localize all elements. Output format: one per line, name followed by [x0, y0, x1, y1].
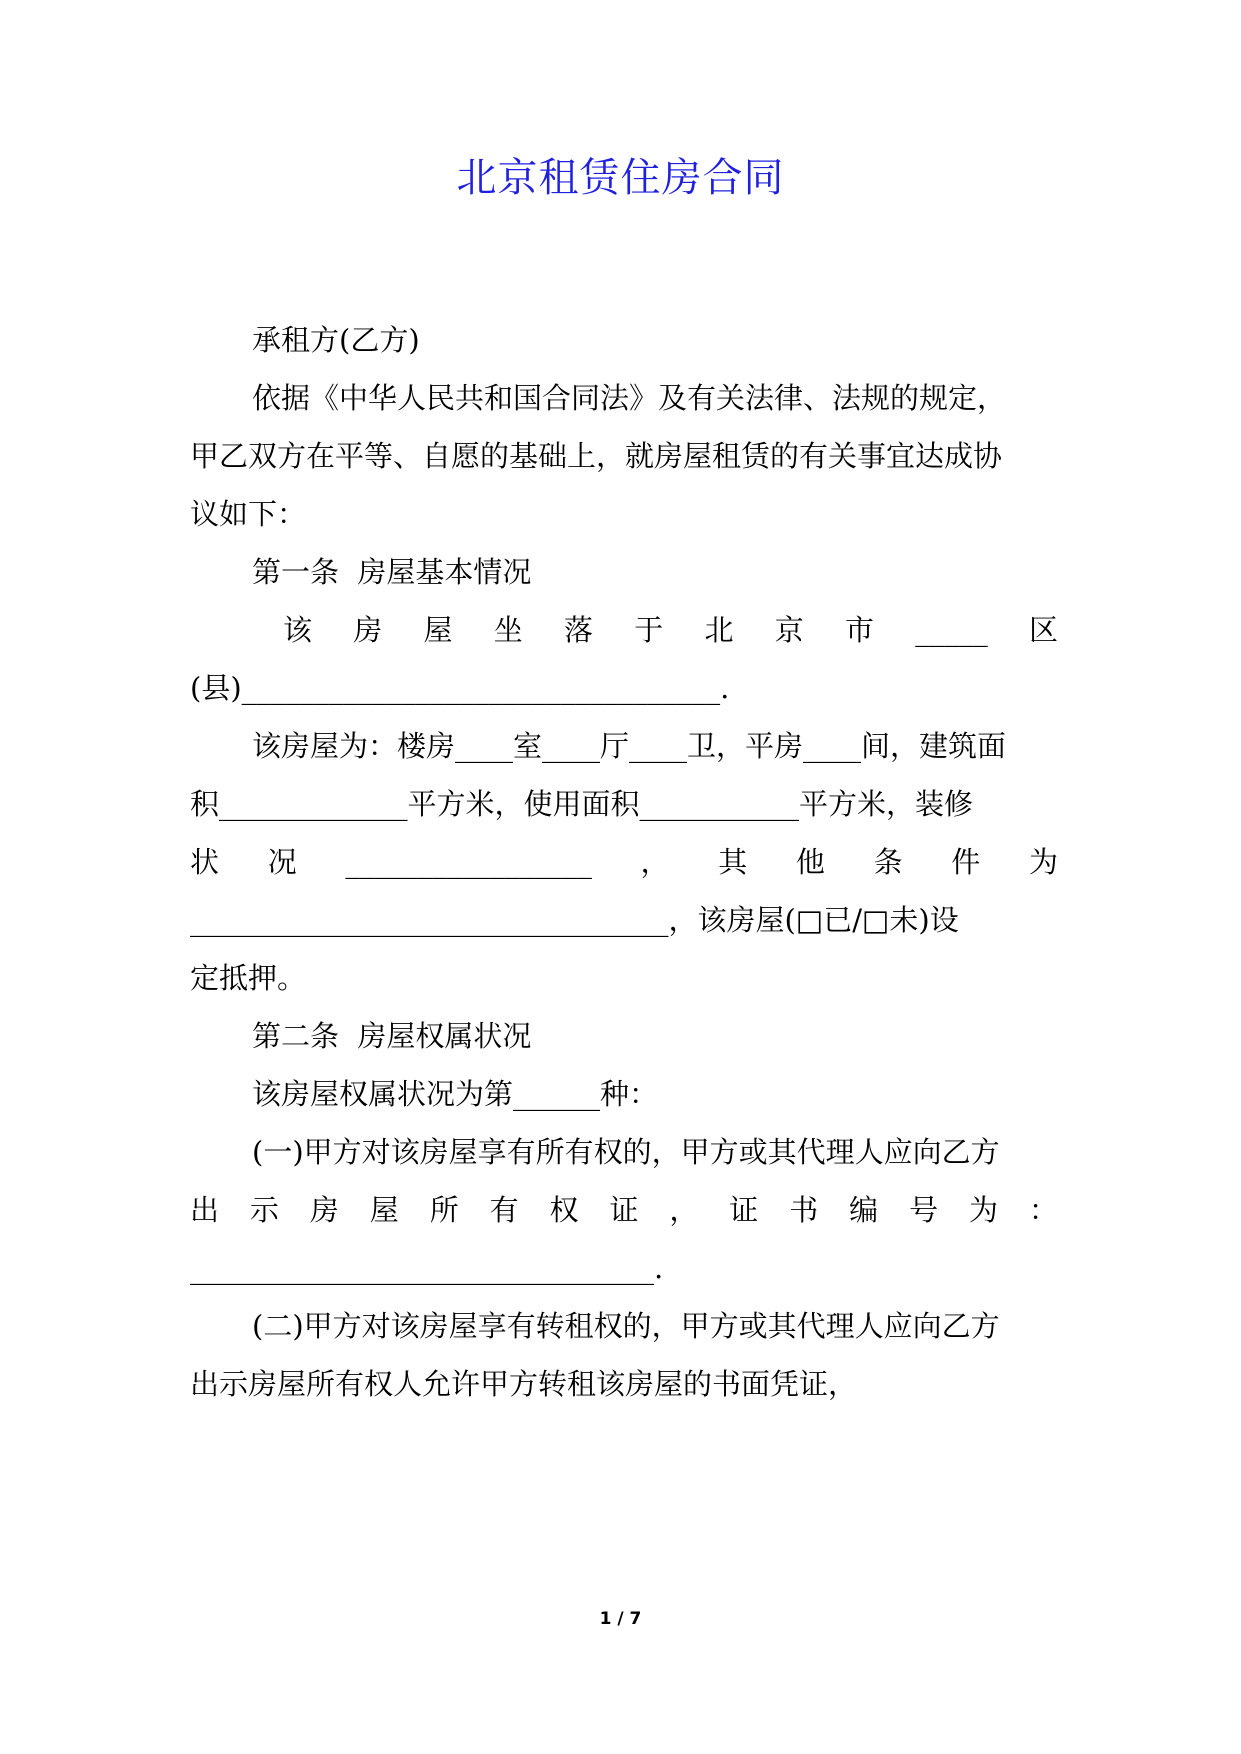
decoration-char: 况 — [267, 845, 297, 879]
party-b-line: 承租方(乙方) — [252, 323, 420, 357]
clause-char: 出 — [190, 1193, 220, 1227]
district-blank: _____ — [915, 613, 988, 647]
preamble-line-2: 甲乙双方在平等、自愿的基础上，就房屋租赁的有关事宜达成协 — [190, 439, 1003, 473]
house-type-line: 该房屋为：楼房____室____厅____卫，平房____间，建筑面 — [252, 729, 1007, 763]
clause-char: 书 — [789, 1193, 819, 1227]
mortgage-line-1: _________________________________，该房屋(□已/□未)设 — [190, 903, 959, 937]
location-char: 区 — [1028, 613, 1058, 647]
clause-2-line-1: (二)甲方对该房屋享有转租权的，甲方或其代理人应向乙方 — [252, 1309, 1000, 1343]
location-line-1 — [283, 610, 1058, 650]
mortgage-line-2: 定抵押。 — [190, 961, 307, 995]
decoration-char: 为 — [1028, 845, 1058, 879]
decoration-char: 状 — [190, 845, 220, 879]
page-number: 1 / 7 — [599, 1609, 642, 1629]
location-char: 屋 — [423, 613, 453, 647]
clause-char: 屋 — [369, 1193, 399, 1227]
clause-1-line-1: (一)甲方对该房屋享有所有权的，甲方或其代理人应向乙方 — [252, 1135, 1000, 1169]
clause-char: 所 — [429, 1193, 459, 1227]
location-char: 北 — [704, 613, 734, 647]
clause-char: 号 — [909, 1193, 939, 1227]
clause-char: 为 — [968, 1193, 998, 1227]
ownership-type-line: 该房屋权属状况为第______种： — [252, 1077, 659, 1111]
clause-char: 示 — [249, 1193, 279, 1227]
clause-1-line-2 — [190, 1190, 1058, 1230]
clause-char: ， — [669, 1193, 699, 1227]
decoration-blank: _________________ — [345, 845, 592, 879]
decoration-char: 他 — [795, 845, 825, 879]
location-char: 京 — [774, 613, 804, 647]
clause-char: 房 — [309, 1193, 339, 1227]
clause-char: ： — [1028, 1193, 1058, 1227]
article-2-heading: 第二条 房屋权属状况 — [252, 1019, 532, 1053]
area-line: 积_____________平方米，使用面积___________平方米，装修 — [190, 787, 974, 821]
clause-char: 权 — [549, 1193, 579, 1227]
decoration-char: 件 — [951, 845, 981, 879]
preamble-line-3: 议如下： — [190, 497, 307, 531]
location-char: 市 — [845, 613, 875, 647]
clause-char: 有 — [489, 1193, 519, 1227]
article-1-heading: 第一条 房屋基本情况 — [252, 555, 532, 589]
document-title: 北京租赁住房合同 — [456, 155, 785, 201]
clause-char: 证 — [609, 1193, 639, 1227]
decoration-char: 其 — [718, 845, 748, 879]
location-line-2: (县)_________________________________. — [190, 671, 730, 705]
decoration-char: ， — [640, 845, 670, 879]
clause-2-line-2: 出示房屋所有权人允许甲方转租该房屋的书面凭证， — [190, 1367, 858, 1401]
certificate-number-blank: ________________________________. — [190, 1251, 664, 1285]
location-char: 该 — [283, 613, 313, 647]
clause-char: 证 — [729, 1193, 759, 1227]
location-char: 于 — [634, 613, 664, 647]
location-char: 房 — [353, 613, 383, 647]
clause-char: 编 — [849, 1193, 879, 1227]
decoration-char: 条 — [873, 845, 903, 879]
preamble-line-1: 依据《中华人民共和国合同法》及有关法律、法规的规定， — [252, 381, 1007, 415]
decoration-line — [190, 842, 1058, 882]
location-char: 坐 — [493, 613, 523, 647]
location-char: 落 — [564, 613, 594, 647]
